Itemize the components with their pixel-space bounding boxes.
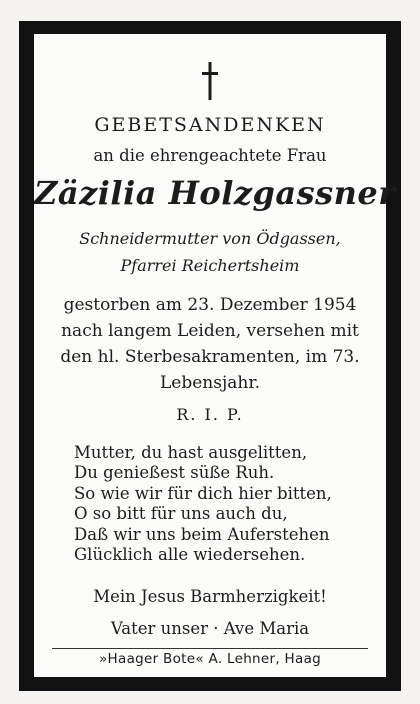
body-line: gestorben am 23. Dezember 1954: [63, 295, 357, 315]
card-content: [34, 34, 396, 677]
occupation-line-1: Schneidermutter von Ödgassen,: [79, 229, 341, 248]
poem: [74, 443, 332, 565]
deceased-name: Zäzilia Holzgassner: [34, 174, 396, 212]
card-heading: GEBETSANDENKEN: [94, 114, 326, 136]
poem-line: So wie wir für dich hier bitten,: [74, 483, 332, 503]
poem-line: Du genießest süße Ruh.: [74, 463, 275, 483]
prayers-line: Vater unser · Ave Maria: [110, 619, 310, 638]
latin-cross-icon: [34, 62, 386, 109]
body-line: Lebensjahr.: [160, 373, 260, 393]
printer-credit: »Haager Bote« A. Lehner, Haag: [98, 651, 322, 667]
rip-text: R. I. P.: [176, 405, 244, 424]
divider: [52, 648, 368, 649]
body-line: nach langem Leiden, versehen mit: [61, 321, 359, 341]
poem-line: Daß wir uns beim Auferstehen: [74, 524, 330, 544]
occupation-line-2: Pfarrei Reichertsheim: [120, 256, 300, 275]
motto: Mein Jesus Barmherzigkeit!: [93, 587, 327, 606]
body-line: den hl. Sterbesakramenten, im 73.: [60, 347, 360, 367]
poem-line: Mutter, du hast ausgelitten,: [74, 443, 308, 462]
poem-line: Glücklich alle wiedersehen.: [74, 545, 306, 565]
dedication-line: an die ehrengeachtete Frau: [93, 146, 327, 165]
poem-line: O so bitt für uns auch du,: [74, 504, 288, 524]
